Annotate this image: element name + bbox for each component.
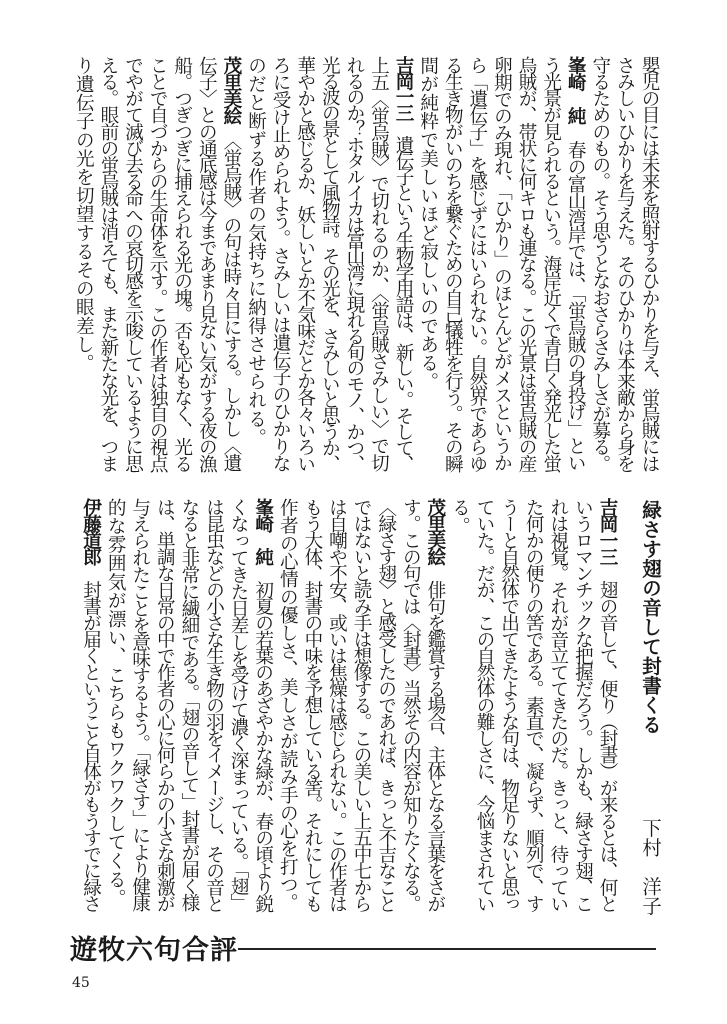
text-column	[422, 498, 447, 916]
column-text: もう大体、封書の中味を予想している筈。それにしても	[301, 498, 323, 912]
column-text: のだと断ずる作者の気持ちに納得させられる。	[245, 56, 267, 447]
text-column	[268, 56, 293, 476]
column-text: れは視覚。それが音立ててきたのだ。きっと、待ってい	[547, 498, 569, 912]
text-column	[636, 56, 661, 476]
text-column	[317, 56, 342, 476]
column-text: いうロマンチックな把握だろう。しかも、緑さす翅、こ	[572, 498, 594, 912]
text-column	[464, 56, 489, 476]
column-text: は自嘲や不安、或いは焦燥は感じられない。この作者は	[326, 498, 348, 912]
column-text: 作者の心情の優しさ、美しさが読み手の心を打つ。	[277, 498, 299, 912]
text-column	[587, 56, 612, 476]
footer-rule	[238, 948, 656, 950]
text-column	[513, 56, 538, 476]
column-text: す。この句では〈封書〉当然その内容が知りたくなる。	[400, 498, 422, 912]
column-text: なると非常に繊細である。「翅の音して」封書が届く様	[178, 498, 200, 911]
column-text: 〈緑さす翅〉と感受したのであれば、きっと不吉なこと	[375, 498, 397, 912]
text-column	[324, 498, 349, 916]
text-column	[348, 498, 373, 916]
text-column	[390, 56, 415, 476]
column-text: うーと自然体で出てきたような句は、物足りないと思っ	[498, 498, 520, 912]
commenter-name: 茂里美絵	[220, 56, 242, 124]
commenter-name: 吉岡一三	[393, 56, 415, 120]
column-text: う光景が見られるという。海岸近くで青白く発光した蛍	[540, 56, 562, 471]
text-column	[489, 56, 514, 476]
column-text: れるのか？ホタルイカは富山湾に現れる旬のモノ、かつ、	[343, 56, 365, 471]
column-text: ろに受け止められよう。さみしいは遺伝子のひかりな	[270, 56, 292, 472]
column-text: 与えられたことを意味するよう。「緑さす」により健康	[129, 498, 151, 911]
text-column	[496, 498, 521, 916]
column-text: 遺伝子という生物学用語は、新しい。そして、	[393, 119, 415, 471]
column-text: える。眼前の蛍烏賊は消えても、また新たな光を、つま	[97, 56, 119, 471]
text-column	[275, 498, 300, 916]
bottom-commentary-block	[78, 498, 619, 916]
text-column	[398, 498, 423, 916]
column-text: り遺伝子の光を切望するその眼差し。	[73, 56, 95, 373]
text-column	[440, 56, 465, 476]
column-text: 封書が届くということ自体がもうすでに緑さ	[80, 564, 102, 912]
column-text: さみしいひかりを与えた。そのひかりは本来敵から身を	[614, 56, 636, 471]
column-text: 俳句を鑑賞する場合、主体となる言葉をさが	[424, 564, 446, 912]
column-text: 初夏の若葉のあざやかな緑が、春の頃より鋭	[252, 564, 274, 912]
column-text: 卵期でのみ現れ、「ひかり」のほとんどがメスというか	[491, 56, 513, 471]
text-column	[373, 498, 398, 916]
column-text: る。	[449, 498, 471, 536]
column-text: 翅の音して、便り（封書）が来るとは、何と	[597, 564, 618, 912]
text-column	[415, 56, 440, 476]
text-column	[169, 56, 194, 476]
column-text: は昆虫などの小さな生き物の羽をイメージし、その音と	[203, 498, 225, 912]
text-column	[538, 56, 563, 476]
text-column	[127, 498, 152, 916]
column-text: 守るためのもの。そう思うとなおさらさみしさが募る。	[589, 56, 611, 471]
haiku-heading	[637, 500, 663, 915]
text-column	[341, 56, 366, 476]
text-column	[103, 498, 128, 916]
text-column	[471, 498, 496, 916]
text-column	[521, 498, 546, 916]
column-text: ていた。だが、この自然体の難しさに、今悩まされてい	[474, 498, 496, 912]
column-text: 船。つぎつぎに捕えられる光の塊。否も応もなく、光る	[171, 56, 193, 471]
text-column	[176, 498, 201, 916]
column-text: くなってきた日差しを受けて濃く深まっている。「翅」	[228, 498, 250, 911]
footer-title: 遊牧六句合評	[70, 935, 238, 966]
top-commentary-block	[71, 56, 661, 476]
text-column	[563, 56, 588, 476]
text-column	[594, 498, 619, 916]
text-column	[95, 56, 120, 476]
column-text: 春の富山湾岸では、「蛍烏賊の身投げ」とい	[565, 123, 587, 471]
text-column	[299, 498, 324, 916]
text-column	[250, 498, 275, 916]
text-column	[71, 56, 96, 476]
column-text: ら「遺伝子」を感じずにはいられない。自然界であらゆ	[466, 56, 488, 471]
text-column	[612, 56, 637, 476]
text-column	[226, 498, 251, 916]
text-column	[218, 56, 243, 476]
commenter-name: 茂里美絵	[424, 498, 446, 565]
text-column	[145, 56, 170, 476]
column-text: る生き物がいのちを繋ぐための自己犠牲を行う。その瞬	[442, 56, 464, 471]
column-text: 〈蛍烏賊〉の句は時々目にする。しかし〈遺	[220, 123, 242, 471]
column-text: 烏賊が、帯状に何キロも連なる。この光景は蛍烏賊の産	[516, 56, 538, 471]
text-column	[120, 56, 145, 476]
text-column	[78, 498, 103, 916]
commenter-name: 峯崎 純	[565, 56, 587, 124]
text-column	[366, 56, 391, 476]
column-text: 上五〈蛍烏賊〉で切れるのか、〈蛍烏賊さみしい〉で切	[368, 56, 390, 471]
column-text: ではないと読み手は想像する。この美しい上五中七から	[351, 498, 373, 912]
column-text: 嬰児の目には未来を照射するひかりを与え、蛍烏賊には	[639, 56, 660, 471]
haiku-text: 緑さす翅の音して封書くる	[639, 500, 662, 734]
text-column	[292, 56, 317, 476]
column-text: 伝子〉との通底感は今まであまり見ない気がする夜の漁	[196, 56, 218, 471]
text-column	[545, 498, 570, 916]
text-column	[152, 498, 177, 916]
text-column	[201, 498, 226, 916]
commenter-name: 峯崎 純	[252, 498, 274, 565]
text-column	[243, 56, 268, 476]
haiku-author: 下村 洋子	[639, 817, 662, 915]
column-text: た何かの便りの筈である。素直で、凝らず、順列で、す	[523, 498, 545, 912]
text-column	[447, 498, 472, 916]
commenter-name: 吉岡一三	[597, 498, 618, 565]
text-column	[194, 56, 219, 476]
text-column	[570, 498, 595, 916]
column-text: 華やかと感じるか、妖しいとか不気味だとか各々いろい	[294, 56, 316, 471]
column-text: は、単調な日常の中で作者の心に何らかの小さな刺激が	[154, 498, 176, 912]
column-text: 光る波の景として風物詩。その光を、さみしいと思うか、	[319, 56, 341, 471]
column-text: ことで自づからの生命体を示す。この作者は独自の視点	[147, 56, 169, 471]
commenter-name: 伊藤道郎	[80, 498, 102, 565]
column-text: 的な雰囲気が漂い、こちらもワクワクしてくる。	[105, 498, 127, 908]
column-text: 間が純粋で美しいほど寂しいのである。	[417, 56, 439, 391]
page-number: 45	[72, 975, 90, 991]
column-text: でやがて滅び去る命への哀切感を示唆しているように思	[122, 56, 144, 471]
